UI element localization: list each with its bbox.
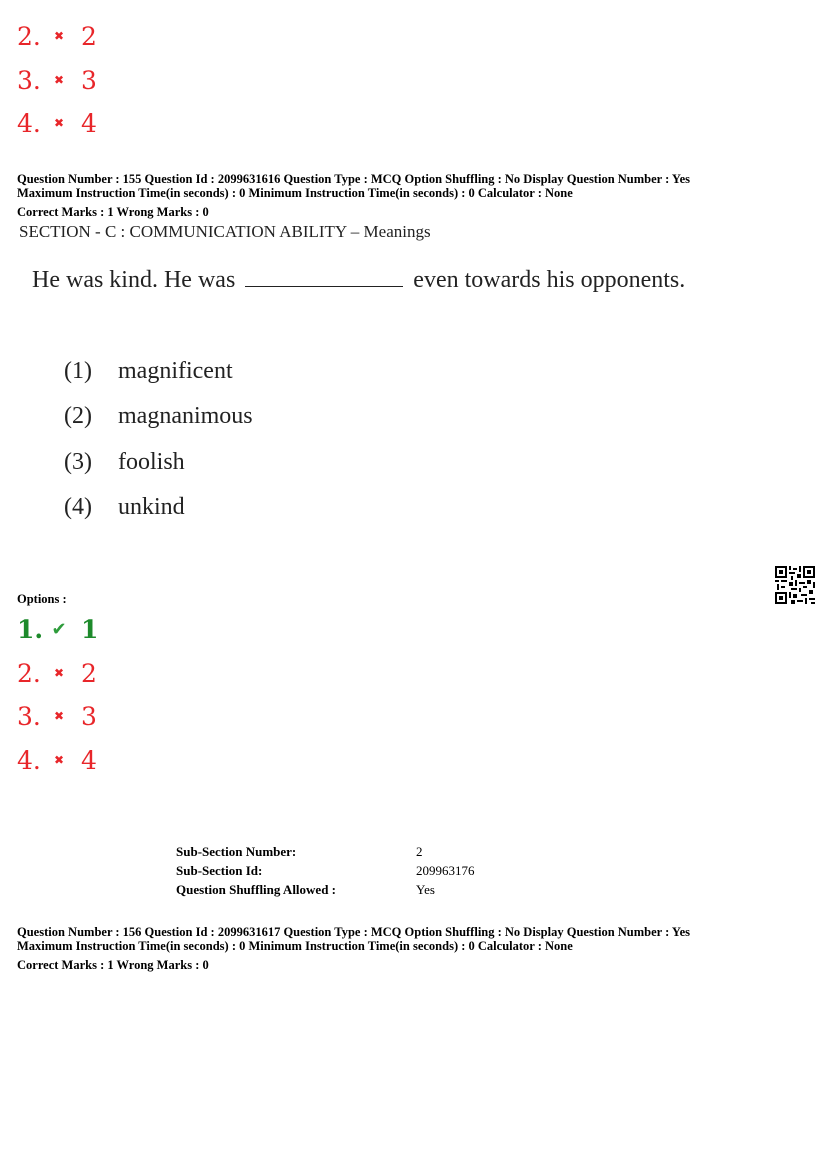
- question-meta-line: Question Number : 156 Question Id : 2099631617 Question Type : MCQ Option Shuffling : No Display Question Number : Yes: [17, 925, 690, 939]
- subsection-shuffle-value: Yes: [416, 882, 435, 897]
- option-row: 4. ✖ 4: [17, 745, 97, 775]
- cross-icon: ✖: [53, 666, 65, 680]
- subsection-number-value: 2: [416, 844, 423, 859]
- question-meta-line: Question Number : 155 Question Id : 2099631616 Question Type : MCQ Option Shuffling : No Display Question Number : Yes: [17, 172, 690, 186]
- cross-icon: ✖: [53, 29, 65, 43]
- option-row: 2. ✖ 2: [17, 658, 97, 688]
- answer-choice: (1) magnificent: [64, 358, 233, 384]
- cross-icon: ✖: [53, 753, 65, 767]
- answer-choice: (2) magnanimous: [64, 403, 253, 429]
- option-row: 2. ✖ 2: [17, 21, 97, 51]
- cross-icon: ✖: [53, 116, 65, 130]
- section-title: SECTION - C : COMMUNICATION ABILITY – Meanings: [19, 222, 431, 241]
- fill-blank: [245, 266, 403, 287]
- qr-code-icon: [775, 566, 815, 604]
- question-stem: He was kind. He was even towards his opponents.: [32, 267, 686, 293]
- cross-icon: ✖: [53, 709, 65, 723]
- question-meta-line: Maximum Instruction Time(in seconds) : 0 Minimum Instruction Time(in seconds) : 0 Calculator : None: [17, 939, 573, 953]
- option-row: 3. ✖ 3: [17, 701, 97, 731]
- answer-choice: (4) unkind: [64, 494, 185, 520]
- option-row: 3. ✖ 3: [17, 65, 97, 95]
- question-meta-line: Maximum Instruction Time(in seconds) : 0 Minimum Instruction Time(in seconds) : 0 Calculator : None: [17, 186, 573, 200]
- options-label: Options :: [17, 592, 67, 606]
- checkmark-icon: ✔: [51, 618, 67, 640]
- question-marks: Correct Marks : 1 Wrong Marks : 0: [17, 958, 209, 972]
- subsection-shuffle-label: Question Shuffling Allowed :: [176, 882, 337, 897]
- answer-choice: (3) foolish: [64, 449, 185, 475]
- option-row-correct: 1. ✔ 1: [17, 614, 99, 644]
- subsection-id-label: Sub-Section Id:: [176, 863, 263, 878]
- subsection-number-label: Sub-Section Number:: [176, 844, 297, 859]
- question-marks: Correct Marks : 1 Wrong Marks : 0: [17, 205, 209, 219]
- option-row: 4. ✖ 4: [17, 108, 97, 138]
- subsection-id-value: 209963176: [416, 863, 475, 878]
- cross-icon: ✖: [53, 73, 65, 87]
